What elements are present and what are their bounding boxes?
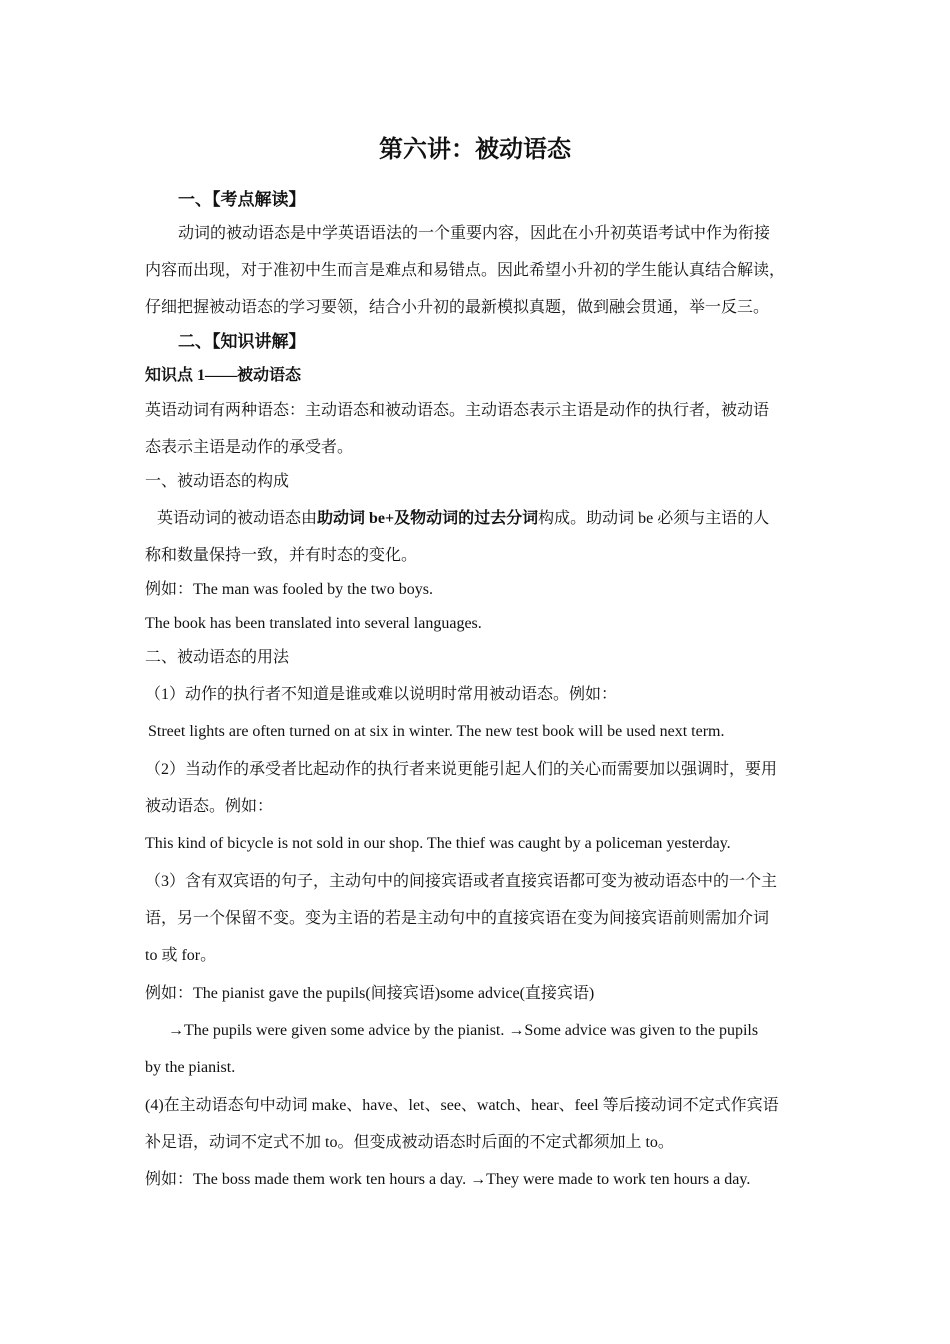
usage-rule-1: （1）动作的执行者不知道是谁或难以说明时常用被动语态。例如：: [145, 686, 618, 703]
knowledge-point-title: 知识点 1——被动语态: [145, 367, 302, 384]
emphasis-text: 助动词 be+及物动词的过去分词: [317, 510, 539, 527]
example-line: The book has been translated into several languages.: [145, 615, 482, 632]
section-heading-exam-points: 一、【考点解读】: [178, 190, 306, 209]
usage-rule-3: （3）含有双宾语的句子，主动句中的间接宾语或者直接宾语都可变为被动语态中的一个主: [145, 873, 778, 890]
subheading-formation: 一、被动语态的构成: [145, 473, 290, 490]
example-line: →The pupils were given some advice by the pianist. →Some advice was given to the pupils: [168, 1022, 759, 1039]
text-span: 构成。助动词 be 必须与主语的人: [538, 510, 770, 527]
page-title: 第六讲：被动语态: [379, 137, 571, 163]
paragraph-line: 动词的被动语态是中学英语语法的一个重要内容，因此在小升初英语考试中作为衔接: [178, 225, 771, 242]
paragraph-line: 态表示主语是动作的承受者。: [145, 439, 354, 456]
usage-rule-3: to 或 for。: [145, 947, 217, 964]
usage-rule-2: 被动语态。例如：: [145, 798, 274, 815]
section-heading-knowledge: 二、【知识讲解】: [178, 332, 306, 351]
paragraph-line: [157, 508, 769, 530]
subheading-usage: 二、被动语态的用法: [145, 649, 290, 666]
usage-rule-2: （2）当动作的承受者比起动作的执行者来说更能引起人们的关心而需要加以强调时，要用: [145, 761, 778, 778]
paragraph-line: 称和数量保持一致，并有时态的变化。: [145, 547, 418, 564]
example-line: Street lights are often turned on at six in winter. The new test book will be used next term.: [148, 723, 725, 740]
usage-rule-3: 语，另一个保留不变。变为主语的若是主动句中的直接宾语在变为间接宾语前则需加介词: [145, 910, 770, 927]
text-span: 英语动词的被动语态由: [157, 510, 318, 527]
paragraph-line: 英语动词有两种语态：主动语态和被动语态。主动语态表示主语是动作的执行者，被动语: [145, 402, 770, 419]
paragraph-line: 仔细把握被动语态的学习要领，结合小升初的最新模拟真题，做到融会贯通，举一反三。: [145, 299, 770, 316]
example-line: 例如：The boss made them work ten hours a day. →They were made to work ten hours a day.: [145, 1171, 751, 1188]
example-line: 例如：The pianist gave the pupils(间接宾语)some advice(直接宾语): [145, 985, 595, 1002]
usage-rule-4: 补足语，动词不定式不加 to。但变成被动语态时后面的不定式都须加上 to。: [145, 1134, 674, 1151]
example-line: by the pianist.: [145, 1059, 236, 1076]
example-line: This kind of bicycle is not sold in our shop. The thief was caught by a policeman yesterday.: [145, 835, 731, 852]
example-line: 例如：The man was fooled by the two boys.: [145, 581, 433, 598]
usage-rule-4: (4)在主动语态句中动词 make、have、let、see、watch、hear、feel 等后接动词不定式作宾语: [145, 1097, 779, 1114]
paragraph-line: 内容而出现，对于准初中生而言是难点和易错点。因此希望小升初的学生能认真结合解读，: [145, 262, 786, 279]
